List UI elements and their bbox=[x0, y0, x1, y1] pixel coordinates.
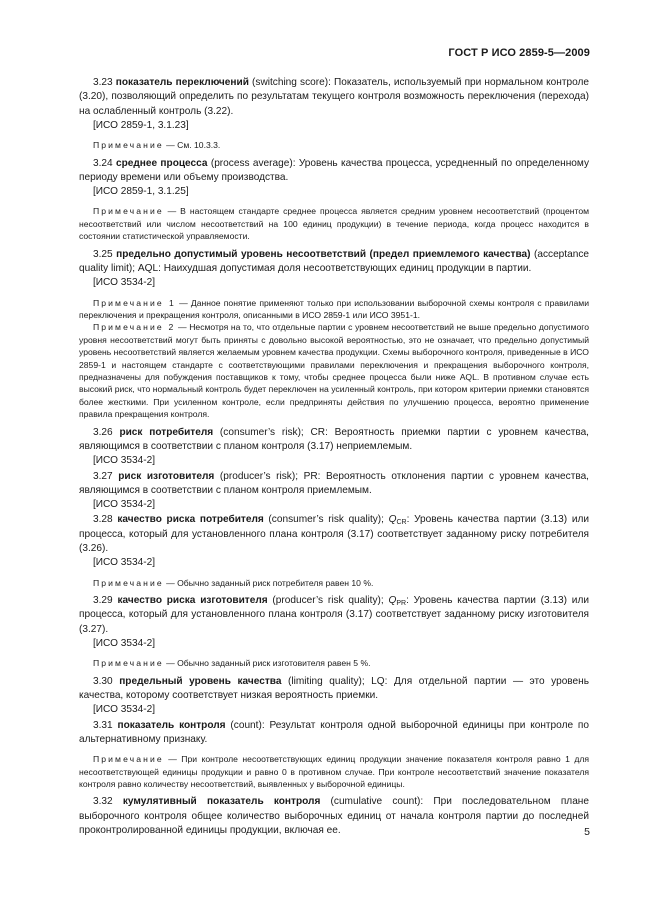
term: качество риска изготовителя bbox=[117, 595, 268, 607]
clause-number: 3.25 bbox=[93, 248, 113, 260]
note-text: — Обычно заданный риск изготовителя равен 5 %. bbox=[166, 658, 371, 669]
note bbox=[79, 139, 589, 151]
note-text: — Обычно заданный риск потребителя равен 10 %. bbox=[166, 577, 374, 588]
definition-3-28 bbox=[79, 513, 589, 556]
clause-number: 3.24 bbox=[93, 157, 113, 169]
note-label: Примечание bbox=[93, 658, 164, 669]
note bbox=[79, 657, 589, 669]
definition-text: : Уровень качества партии (3.13) или процесса, который для установленного плана контроля (3.17) соответствует заданному риску потребителя (3.26). bbox=[79, 514, 589, 555]
definition-3-23 bbox=[79, 76, 589, 119]
definition-3-27 bbox=[79, 470, 589, 499]
note-label: Примечание bbox=[93, 577, 164, 588]
definition-3-32 bbox=[79, 795, 589, 838]
source-reference: [ИСО 2859-1, 3.1.25] bbox=[93, 186, 189, 198]
clause-number: 3.27 bbox=[93, 470, 113, 482]
term: предельно допустимый уровень несоответствий (предел приемлемого качества) bbox=[116, 248, 531, 260]
symbol: Q bbox=[388, 595, 397, 607]
source-reference: [ИСО 3534-2] bbox=[93, 499, 156, 511]
definition-3-25 bbox=[79, 248, 589, 277]
term: риск потребителя bbox=[119, 426, 214, 438]
note bbox=[79, 753, 589, 790]
clause-number: 3.29 bbox=[93, 595, 113, 607]
note bbox=[79, 577, 589, 589]
clause-number: 3.23 bbox=[93, 77, 113, 88]
clause-number: 3.26 bbox=[93, 426, 113, 438]
note-text: — Несмотря на то, что отдельные партии с уровнем несоответствий не выше предельно допустимого уровня несоответствий могут быть приняты с довольно высокой вероятностью, это не означает, что предельно допустимый уровень несоответствий является желаемым уровнем качества продукции. Схемы выборочного контроля, приведенные в ИСО 2859-1 и настоящем стандарте с соответствующими правилами переключения и прекращения выборочного контроля, предназначены для побуждения поставщиков к тому, чтобы среднее процесса были ниже AQL. В противном случае есть высокий риск, что нормальный контроль будет переключен на усиленный контроль, при котором критерии приемки становятся более жесткими. При усиленном контроле, если предприняты действия по улучшению процесса, вероятно применение правила прекращения контроля. bbox=[79, 322, 589, 420]
clause-number: 3.32 bbox=[93, 796, 113, 808]
source-reference: [ИСО 2859-1, 3.1.23] bbox=[93, 119, 189, 131]
term: среднее процесса bbox=[115, 157, 208, 169]
clause-number: 3.31 bbox=[93, 719, 113, 731]
symbol-subscript: CR bbox=[396, 519, 407, 527]
definition-text: (process average): Уровень качества процесса, усредненный по определенному периоду времени или объему производства. bbox=[79, 157, 590, 183]
definition-text: (count): Результат контроля одной выборочной единицы при контроле по альтернативному признаку. bbox=[79, 719, 589, 745]
source-reference: [ИСО 3534-2] bbox=[93, 704, 156, 716]
term: риск изготовителя bbox=[118, 470, 215, 482]
definition-3-30 bbox=[79, 675, 589, 704]
note-2 bbox=[79, 321, 589, 420]
source-reference: [ИСО 3534-2] bbox=[93, 557, 156, 569]
term: кумулятивный показатель контроля bbox=[122, 796, 321, 808]
note-label: Примечание bbox=[93, 206, 164, 217]
term: показатель переключений bbox=[115, 77, 249, 88]
definition-3-26 bbox=[79, 426, 589, 455]
definition-text: (producer’s risk); PR: Вероятность отклонения партии с уровнем качества, являющимся в соответствии с планом контроля приемлемым. bbox=[79, 470, 589, 496]
symbol-subscript: PR bbox=[396, 600, 407, 608]
clause-number: 3.28 bbox=[93, 514, 113, 526]
term: предельный уровень качества bbox=[119, 675, 282, 687]
note-text: — В настоящем стандарте среднее процесса является средним уровнем несоответствий (процентом несоответствий или числом несоответствий на 100 единиц продукции) в течение периода, когда процесс находится в состоянии статистической управляемости. bbox=[79, 206, 590, 242]
source-reference: [ИСО 3534-2] bbox=[93, 637, 156, 649]
definition-text: (switching score): Показатель, используемый при нормальном контроле (3.20), позволяющий определить по результатам текущего контроля возможность переключения (перехода) на ослабленный контроль (3.22). bbox=[79, 77, 590, 117]
definition-text: (consumer’s risk quality); bbox=[263, 514, 389, 526]
note-label: Примечание 1 bbox=[93, 297, 176, 308]
note bbox=[79, 205, 589, 242]
note-text: — При контроле несоответствующих единиц продукции значение показателя контроля равно 1 для несоответствующей единицы продукции и равно 0 в противном случае. При контроле несоответствий значение показателя контроля равно количеству несоответствий, выявленных у выборочной единицы. bbox=[79, 754, 590, 789]
definition-text: : Уровень качества партии (3.13) или процесса, который для установленного плана контроля (3.17) соответствует заданному риску изготовителя (3.27). bbox=[79, 595, 589, 635]
definition-text: (acceptance quality limit); AQL: Наихудшая допустимая доля несоответствующих единиц продукции в партии. bbox=[79, 248, 589, 274]
definition-text: (limiting quality); LQ: Для отдельной партии — это уровень качества, которому соответствует низкая вероятность приемки. bbox=[79, 675, 589, 701]
note-text: — См. 10.3.3. bbox=[166, 140, 221, 151]
note-label: Примечание bbox=[93, 140, 164, 151]
note-text: — Данное понятие применяют только при использовании выборочной схемы контроля с правилами переключения и прекращения контроля, описанными в ИСО 2859-1 или ИСО 3951-1. bbox=[79, 297, 589, 320]
note-label: Примечание bbox=[93, 754, 164, 765]
note-label: Примечание 2 bbox=[93, 322, 176, 333]
source-reference: [ИСО 3534-2] bbox=[93, 277, 156, 289]
definition-text: (producer’s risk quality); bbox=[267, 595, 389, 607]
definition-3-29 bbox=[79, 594, 589, 637]
clause-number: 3.30 bbox=[93, 675, 113, 687]
symbol: Q bbox=[388, 514, 397, 526]
term: показатель контроля bbox=[117, 719, 226, 731]
source-reference: [ИСО 3534-2] bbox=[93, 455, 156, 467]
document-body bbox=[79, 76, 589, 838]
document-header: ГОСТ Р ИСО 2859-5—2009 bbox=[448, 47, 590, 59]
definition-text: (consumer’s risk); CR: Вероятность приемки партии с уровнем качества, являющимся в соответствии с планом контроля (3.17) неприемлемым. bbox=[79, 426, 589, 452]
definition-3-31 bbox=[79, 719, 589, 748]
page-number: 5 bbox=[584, 826, 590, 838]
term: качество риска потребителя bbox=[117, 514, 264, 526]
note-1 bbox=[79, 297, 589, 322]
definition-3-24 bbox=[79, 157, 589, 186]
definition-text: (cumulative count): При последовательном плане выборочного контроля общее количество выборочных единиц от начала контроля партии до последней проконтролированной единицы продукции, включая ее. bbox=[79, 796, 589, 836]
